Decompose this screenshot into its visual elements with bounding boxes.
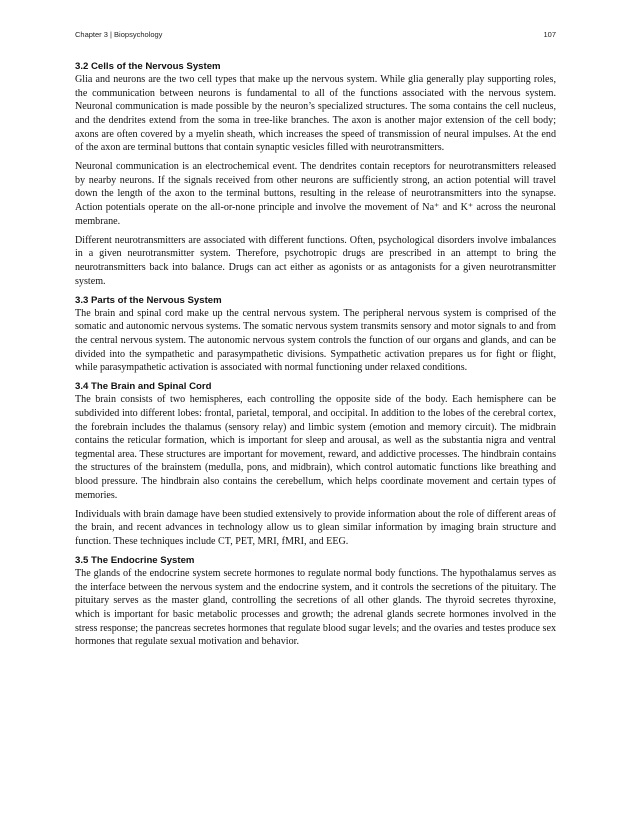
paragraph: Different neurotransmitters are associated with different functions. Often, psychological disorders involve imbalances in a given neurotransmitter system. Therefore, psychotropic drugs are prescribed in an attempt to bring the neurotransmitters back into balance. Drugs can act either as agonists or as antagonists for a given neurotransmitter system.	[75, 234, 556, 287]
section-3-3	[75, 294, 556, 375]
section-3-4	[75, 380, 556, 548]
paragraph: The brain and spinal cord make up the central nervous system. The peripheral nervous system is comprised of the somatic and autonomic nervous systems. The somatic nervous system transmits sensory and motor signals to and from the central nervous system. The autonomic nervous system controls the function of our organs and glands, and can be divided into the sympathetic and parasympathetic divisions. Sympathetic activation prepares us for fight or flight, while parasympathetic activation is associated with normal functioning under relaxed conditions.	[75, 307, 556, 374]
chapter-label: Chapter 3 | Biopsychology	[75, 30, 163, 39]
section-heading: 3.4 The Brain and Spinal Cord	[75, 381, 212, 393]
paragraph: The glands of the endocrine system secrete hormones to regulate normal body functions. The hypothalamus serves as the interface between the nervous system and the endocrine system, and it controls the secretions of the pituitary. The pituitary serves as the master gland, controlling the secretions of all other glands. The thyroid secretes thyroxine, which is important for basic metabolic processes and growth; the adrenal glands secrete hormones involved in the stress response; the pancreas secretes hormones that regulate blood sugar levels; and the ovaries and testes produce sex hormones that regulate sexual motivation and behavior.	[75, 568, 556, 648]
paragraph: Individuals with brain damage have been studied extensively to provide information about the role of different areas of the brain, and recent advances in technology allow us to glean similar information by imaging brain structure and function. These techniques include CT, PET, MRI, fMRI, and EEG.	[75, 508, 556, 547]
page-content	[75, 60, 556, 654]
paragraph: Neuronal communication is an electrochemical event. The dendrites contain receptors for neurotransmitters released by nearby neurons. If the signals received from other neurons are sufficiently strong, an action potential will travel down the length of the axon to the terminal buttons, resulting in the release of neurotransmitters into the synapse. Action potentials operate on the all-or-none principle and involve the movement of Na⁺ and K⁺ across the neuronal membrane.	[75, 161, 556, 227]
section-heading: 3.5 The Endocrine System	[75, 555, 195, 567]
paragraph: The brain consists of two hemispheres, each controlling the opposite side of the body. Each hemisphere can be subdivided into different lobes: frontal, parietal, temporal, and occipital. In addition to the lobes of the cerebral cortex, the forebrain includes the thalamus (sensory relay) and limbic system (emotion and memory circuit). The midbrain contains the reticular formation, which is important for sleep and arousal, as well as the substantia nigra and ventral tegmental area. These structures are important for movement, reward, and addictive processes. The hindbrain contains the structures of the brainstem (medulla, pons, and midbrain), which control automatic functions like breathing and blood pressure. The hindbrain also contains the cerebellum, which helps coordinate movement and certain types of memories.	[75, 394, 556, 501]
page-number: 107	[543, 30, 556, 39]
section-heading: 3.2 Cells of the Nervous System	[75, 61, 221, 72]
section-3-5	[75, 554, 556, 649]
paragraph: Glia and neurons are the two cell types that make up the nervous system. While glia generally play supporting roles, the communication between neurons is fundamental to all of the functions associated with the nervous system. Neuronal communication is made possible by the neuron’s specialized structures. The soma contains the cell nucleus, and the dendrites extend from the soma in tree-like branches. The axon is another major extension of the cell body; axons are often covered by a myelin sheath, which increases the speed of transmission of neural impulses. At the end of the axon are terminal buttons that contain synaptic vesicles filled with neurotransmitters.	[75, 74, 556, 154]
section-heading: 3.3 Parts of the Nervous System	[75, 294, 222, 306]
section-3-2	[75, 60, 556, 288]
